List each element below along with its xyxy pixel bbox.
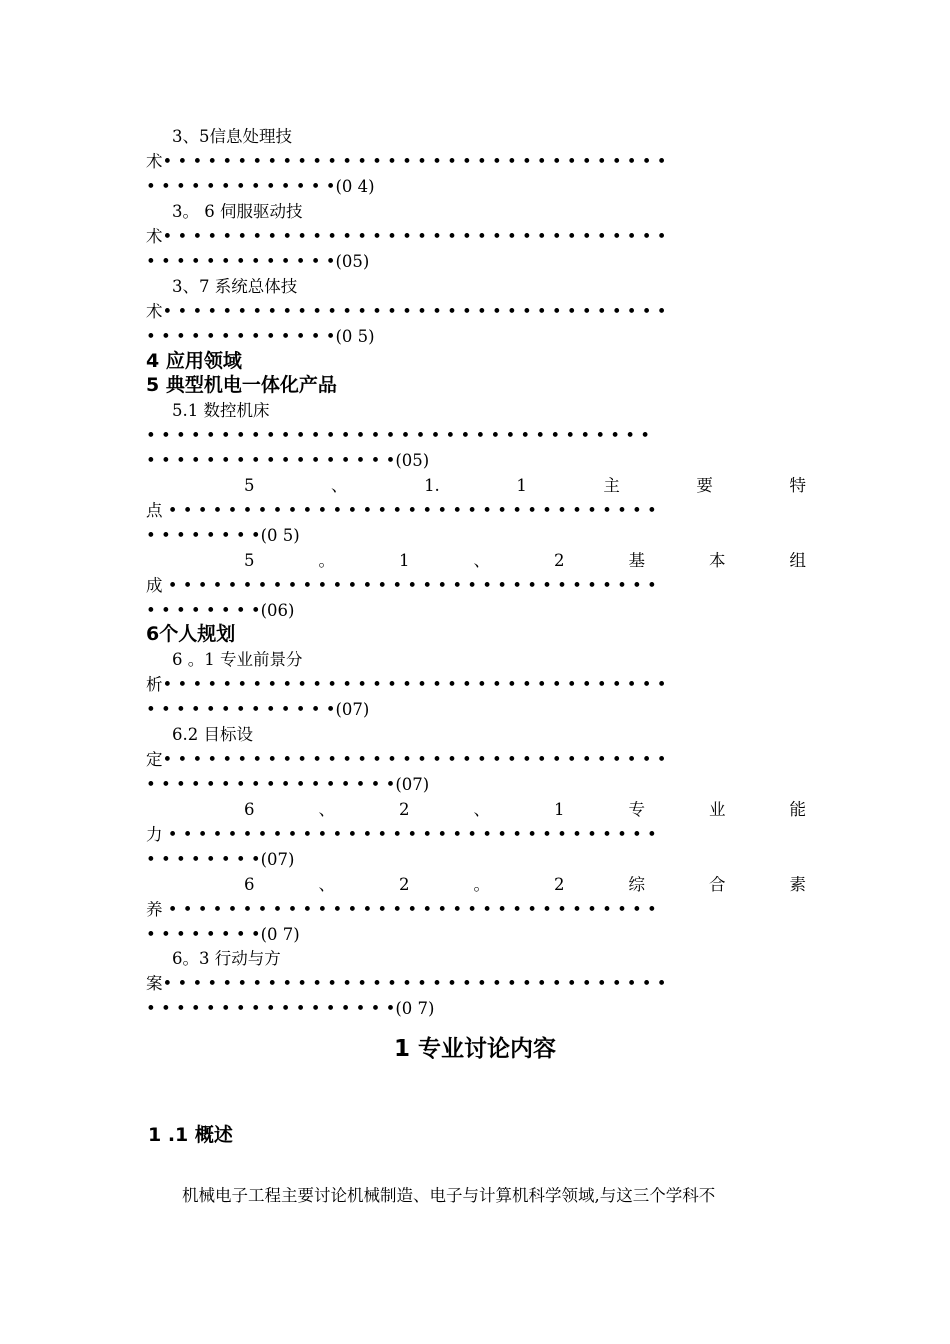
toc-entry-6-3-dots: 案• • • • • • • • • • • • • • • • • • • • • • • • • • • • • • • • • • [146,974,667,993]
toc-entry-5-1-1-page: • • • • • • • •(0 5) [146,526,300,545]
toc-entry-6-1-dots: 析• • • • • • • • • • • • • • • • • • • • • • • • • • • • • • • • • • [146,675,667,694]
toc-entry-5-1-label: 5.1 数控机床 [172,401,270,420]
toc-entry-6-1-label: 6 。1 专业前景分 [172,650,303,669]
chapter-title: 1 专业讨论内容 [393,1036,556,1062]
toc-heading-4: 4 应用领域 [146,350,242,372]
toc-heading-6: 6个人规划 [146,623,236,645]
toc-entry-3-5-dots: 术• • • • • • • • • • • • • • • • • • • • • • • • • • • • • • • • • • [146,152,667,171]
toc-entry-6-3-page: • • • • • • • • • • • • • • • • •(0 7) [146,999,435,1018]
toc-entry-5-1-dots: • • • • • • • • • • • • • • • • • • • • • • • • • • • • • • • • • • [146,426,650,445]
toc-entry-6-2-2-page: • • • • • • • •(0 7) [146,925,300,944]
toc-entry-3-5-label: 3、5信息处理技 [172,127,292,146]
toc-entry-3-7-dots: 术• • • • • • • • • • • • • • • • • • • • • • • • • • • • • • • • • • [146,302,667,321]
body-paragraph: 机械电子工程主要讨论机械制造、电子与计算机科学领域,与这三个学科不 [182,1186,716,1205]
toc-entry-5-1-page: • • • • • • • • • • • • • • • • •(05) [146,451,430,470]
toc-entry-3-5-page: • • • • • • • • • • • • •(0 4) [146,177,375,196]
toc-entry-6-3-label: 6。3 行动与方 [172,949,281,968]
toc-entry-6-1-page: • • • • • • • • • • • • •(07) [146,700,370,719]
toc-entry-3-6-dots: 术• • • • • • • • • • • • • • • • • • • • • • • • • • • • • • • • • • [146,227,667,246]
toc-entry-5-1-2-page: • • • • • • • •(06) [146,601,295,620]
toc-entry-6-2-2-label: 6 、 2 。 2 综 合 素 [244,875,806,894]
toc-entry-6-2-1-label: 6 、 2 、 1 专 业 能 [244,800,806,819]
toc-heading-5: 5 典型机电一体化产品 [146,374,337,396]
toc-entry-5-1-2-label: 5 。 1 、 2 基 本 组 [244,551,806,570]
section-heading: 1 .1 概述 [148,1124,233,1146]
toc-entry-3-7-label: 3、7 系统总体技 [172,277,298,296]
toc-entry-3-7-page: • • • • • • • • • • • • •(0 5) [146,327,375,346]
toc-entry-3-6-page: • • • • • • • • • • • • •(05) [146,252,370,271]
toc-entry-6-2-1-dots: 力 • • • • • • • • • • • • • • • • • • • • • • • • • • • • • • • • • [146,825,657,844]
toc-entry-6-2-1-page: • • • • • • • •(07) [146,850,295,869]
toc-entry-6-2-page: • • • • • • • • • • • • • • • • •(07) [146,775,430,794]
toc-entry-6-2-label: 6.2 目标设 [172,725,253,744]
toc-entry-5-1-2-dots: 成 • • • • • • • • • • • • • • • • • • • • • • • • • • • • • • • • • [146,576,657,595]
toc-entry-6-2-dots: 定• • • • • • • • • • • • • • • • • • • • • • • • • • • • • • • • • • [146,750,667,769]
toc-entry-5-1-1-dots: 点 • • • • • • • • • • • • • • • • • • • • • • • • • • • • • • • • • [146,501,657,520]
toc-entry-3-6-label: 3。 6 伺服驱动技 [172,202,303,221]
toc-entry-6-2-2-dots: 养 • • • • • • • • • • • • • • • • • • • • • • • • • • • • • • • • • [146,900,657,919]
toc-entry-5-1-1-label: 5 、 1. 1 主 要 特 [244,476,806,495]
